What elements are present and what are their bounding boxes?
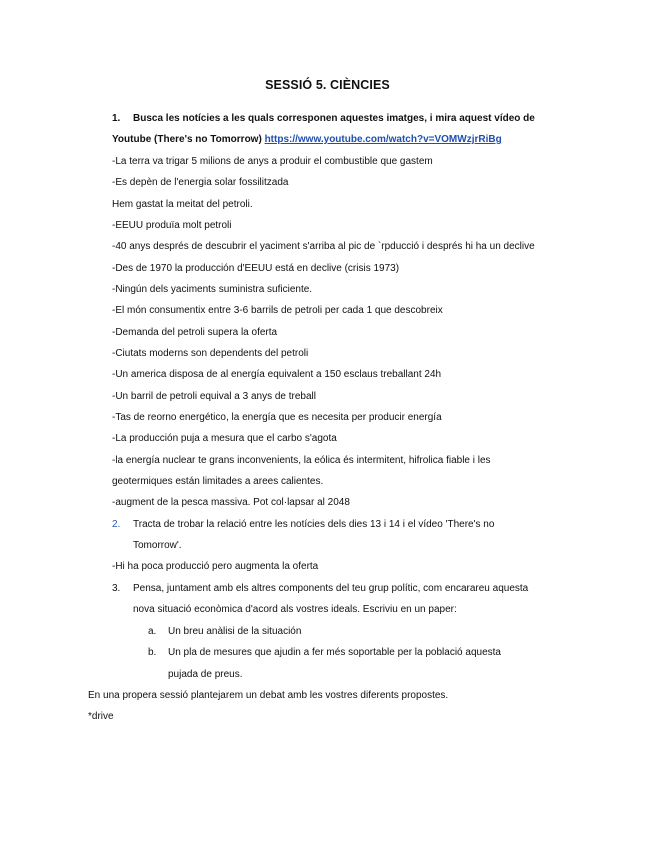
youtube-link[interactable]: https://www.youtube.com/watch?v=VOMWzjrRiBg: [264, 134, 502, 145]
item3-text-line1: Pensa, juntament amb els altres components del teu grup polític, com encarareu aquesta: [133, 583, 529, 594]
subitem-b-text-line1: Un pla de mesures que ajudin a fer més soportable per la població aquesta: [168, 647, 501, 658]
note-line: -Es depèn de l'energia solar fossilitzada: [112, 177, 289, 188]
note-line: geotermiques están limitades a arees calientes.: [112, 476, 324, 487]
subitem-a-text: Un breu anàlisi de la situación: [168, 626, 302, 637]
note-line: -Tas de reorno energético, la energía que es necesita per producir energía: [112, 412, 442, 423]
item2-number: 2.: [112, 519, 121, 530]
note-line: -Ningún dels yaciments suministra suficiente.: [112, 284, 313, 295]
item2-text-line1: Tracta de trobar la relació entre les notícies dels dies 13 i 14 i el vídeo 'There's no: [133, 519, 495, 530]
subitem-b-text-line2: pujada de preus.: [168, 669, 243, 680]
note-line: -Un america disposa de al energía equivalent a 150 esclaus treballant 24h: [112, 369, 442, 380]
note-line: -la energía nuclear te grans inconvenients, la eólica és intermitent, hifrolica fiable i les: [112, 455, 491, 466]
subitem-a-letter: a.: [148, 626, 157, 637]
item1-text-line1: Busca les notícies a les quals corresponen aquestes imatges, i mira aquest vídeo de: [133, 113, 535, 124]
item2-text-line2: Tomorrow'.: [133, 540, 182, 551]
note-line: -Hi ha poca producció pero augmenta la oferta: [112, 561, 319, 572]
note-line: -Des de 1970 la producción d'EEUU está en declive (crisis 1973): [112, 263, 400, 274]
note-line: -augment de la pesca massiva. Pot col·lapsar al 2048: [112, 497, 350, 508]
closing-text: En una propera sessió plantejarem un debat amb les vostres diferents propostes.: [88, 690, 449, 701]
item3-number: 3.: [112, 583, 121, 594]
note-line: -Un barril de petroli equival a 3 anys de treball: [112, 391, 316, 402]
note-line: -40 anys després de descubrir el yaciment s'arriba al pic de `rpducció i després hi ha un declive: [112, 241, 535, 252]
note-line: -Demanda del petroli supera la oferta: [112, 327, 278, 338]
note-line: Hem gastat la meitat del petroli.: [112, 199, 253, 210]
footnote: *drive: [88, 711, 114, 722]
item1-line2-prefix: Youtube (There's no Tomorrow): [112, 134, 262, 145]
note-line: -El món consumentix entre 3-6 barrils de petroli per cada 1 que descobreix: [112, 305, 443, 316]
subitem-b-letter: b.: [148, 647, 157, 658]
note-line: -La terra va trigar 5 milions de anys a produir el combustible que gastem: [112, 156, 433, 167]
item3-text-line2: nova situació econòmica d'acord als vostres ideals. Escriviu en un paper:: [133, 604, 457, 615]
page-title: SESSIÓ 5. CIÈNCIES: [265, 78, 390, 92]
note-line: -La producción puja a mesura que el carbo s'agota: [112, 433, 337, 444]
item1-number: 1.: [112, 113, 121, 124]
note-line: -EEUU produïa molt petroli: [112, 220, 232, 231]
note-line: -Ciutats moderns son dependents del petroli: [112, 348, 309, 359]
item1-text-line2: [112, 133, 502, 146]
